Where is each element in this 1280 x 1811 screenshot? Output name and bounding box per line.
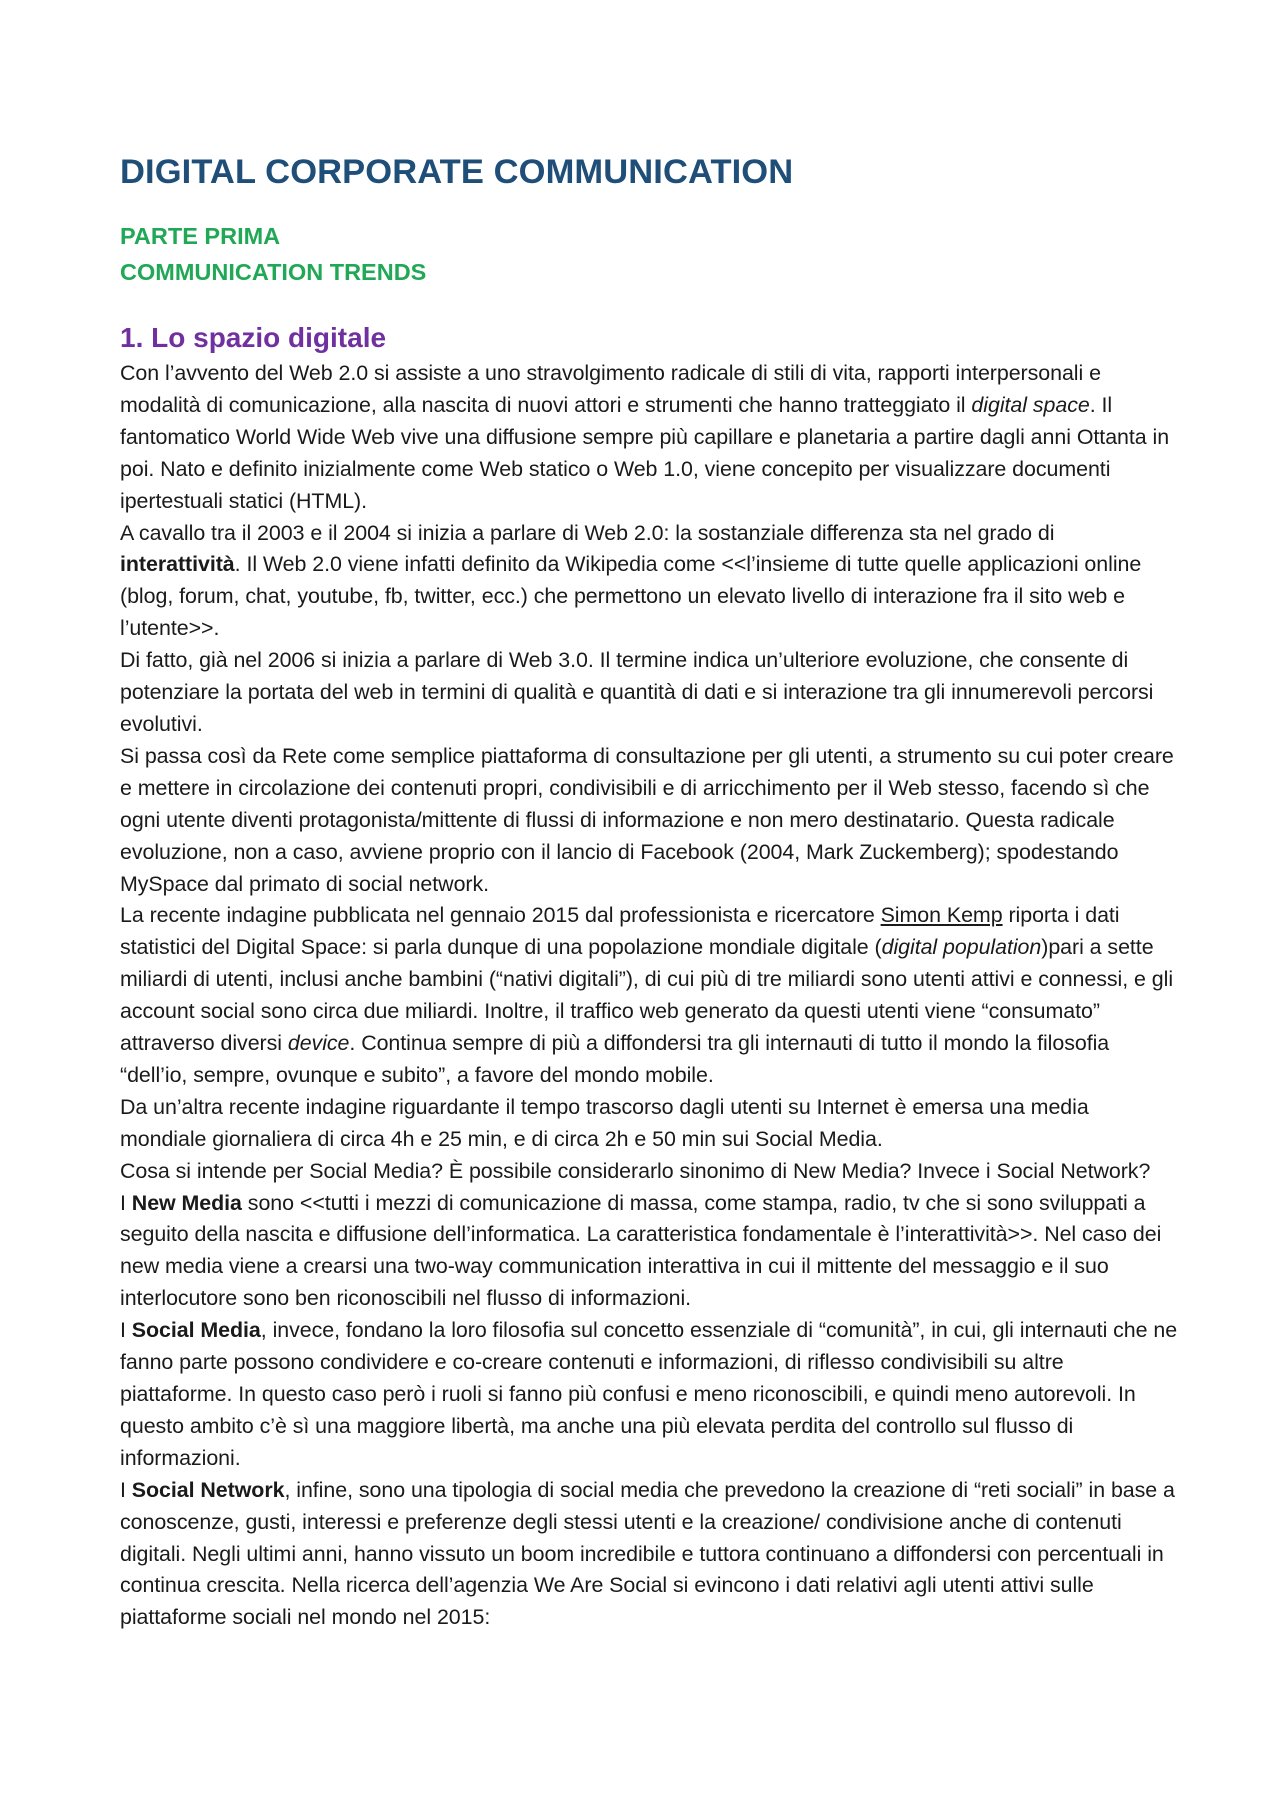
text-run: I	[120, 1318, 132, 1343]
body-text	[120, 358, 1180, 1634]
paragraph-social-network	[120, 1475, 1180, 1635]
document-page	[120, 148, 1180, 1634]
section-title: 1. Lo spazio digitale	[120, 322, 387, 353]
bold-new-media: New Media	[131, 1190, 242, 1215]
paragraph-digital-space-data	[120, 900, 1180, 1091]
emphasis-digital-population: digital population	[881, 935, 1042, 960]
paragraph-tempo-internet: Da un’altra recente indagine riguardante il tempo trascorso dagli utenti su Internet è emersa una media mondiale giornaliera di circa 4h e 25 min, e di circa 2h e 50 min sui Social Media.	[120, 1094, 1089, 1151]
bold-social-network: Social Network	[131, 1477, 285, 1502]
text-run: I	[120, 1477, 132, 1502]
paragraph-new-media	[120, 1188, 1180, 1316]
paragraph-web-2-0	[120, 358, 1180, 518]
text-run: , invece, fondano la loro filosofia sul concetto essenziale di “comunità”, in cui, gli internauti che ne fanno parte possono condividere e co-creare contenuti e informazioni, di riflesso condivisibili su altre piattaforme. In questo caso però i ruoli si fanno più confusi e meno riconoscibili, e quindi meno autorevoli. In questo ambito c’è sì una maggiore libertà, ma anche una più elevata perdita del controllo sul flusso di informazioni.	[120, 1318, 1178, 1470]
link-simon-kemp[interactable]: Simon Kemp	[880, 903, 1003, 928]
part-label: PARTE PRIMA	[120, 223, 281, 249]
text-run: sono <<tutti i mezzi di comunicazione di massa, come stampa, radio, tv che si sono sviluppati a seguito della nascita e diffusione dell’informatica. La caratteristica fondamentale è l’interattività>>. Nel caso dei new media viene a crearsi una two-way communication interattiva in cui il mittente del messaggio e il suo interlocutore sono ben riconoscibili nel flusso di informazioni.	[120, 1190, 1162, 1311]
bold-social-media: Social Media	[131, 1318, 261, 1343]
part-subtitle: COMMUNICATION TRENDS	[120, 259, 427, 285]
text-run: riporta i dati statistici del Digital Space: si parla dunque di una popolazione mondiale digitale (	[120, 903, 1120, 960]
text-run: . Il fantomatico World Wide Web vive una diffusione sempre più capillare e planetaria a partire dagli anni Ottanta in poi. Nato e definito inizialmente come Web statico o Web 1.0, viene concepito per visualizzare documenti ipertestuali statici (HTML).	[120, 392, 1170, 513]
paragraph-domanda-social-media: Cosa si intende per Social Media? È possibile considerarlo sinonimo di New Media? Invece i Social Network?	[120, 1158, 1151, 1183]
bold-interattivita: interattività	[120, 552, 235, 577]
emphasis-device: device	[287, 1031, 350, 1056]
text-run: Con l’avvento del Web 2.0 si assiste a uno stravolgimento radicale di stili di vita, rapporti interpersonali e modalità di comunicazione, alla nascita di nuovi attori e strumenti che hanno tratteggiato il	[120, 361, 1101, 417]
paragraph-interattivita	[120, 518, 1180, 646]
text-run: , infine, sono una tipologia di social media che prevedono la creazione di “reti sociali” in base a conoscenze, gusti, interessi e preferenze degli stessi utenti e la creazione/ condivisione anche di contenuti digitali. Negli ultimi anni, hanno vissuto un boom incredibile e tuttora continuano a diffondersi con percentuali in continua crescita. Nella ricerca dell’agenzia We Are Social si evincono i dati relativi agli utenti attivi sulle piattaforme sociali nel mondo nel 2015:	[120, 1477, 1175, 1630]
paragraph-social-media	[120, 1315, 1180, 1475]
text-run: I	[120, 1190, 132, 1215]
paragraph-rete: Si passa così da Rete come semplice piattaforma di consultazione per gli utenti, a strumento su cui poter creare e mettere in circolazione dei contenuti propri, condivisibili e di arricchimento per il Web stesso, facendo sì che ogni utente diventi protagonista/mittente di flussi di informazione e non mero destinatario. Questa radicale evoluzione, non a caso, avviene proprio con il lancio di Facebook (2004, Mark Zuckemberg); spodestando MySpace dal primato di social network.	[120, 743, 1174, 896]
text-run: La recente indagine pubblicata nel gennaio 2015 dal professionista e ricercatore	[120, 903, 881, 928]
part-heading	[120, 218, 1180, 290]
emphasis-digital-space: digital space	[971, 392, 1090, 417]
paragraph-web-3-0: Di fatto, già nel 2006 si inizia a parlare di Web 3.0. Il termine indica un’ulteriore evoluzione, che consente di potenziare la portata del web in termini di qualità e quantità di dati e si interazione tra gli innumerevoli percorsi evolutivi.	[120, 648, 1154, 736]
text-run: . Continua sempre di più a diffondersi tra gli internauti di tutto il mondo la filosofia “dell’io, sempre, ovunque e subito”, a favore del mondo mobile.	[120, 1031, 1110, 1087]
document-title: DIGITAL CORPORATE COMMUNICATION	[120, 153, 794, 191]
text-run: . Il Web 2.0 viene infatti definito da Wikipedia come <<l’insieme di tutte quelle applicazioni online (blog, forum, chat, youtube, fb, twitter, ecc.) che permettono un elevato livello di interazione fra il sito web e l’utente>>.	[120, 552, 1142, 641]
text-run: A cavallo tra il 2003 e il 2004 si inizia a parlare di Web 2.0: la sostanziale differenza sta nel grado di	[120, 520, 1055, 545]
text-run: )pari a sette miliardi di utenti, inclusi anche bambini (“nativi digitali”), di cui più di tre miliardi sono utenti attivi e connessi, e gli account social sono circa due miliardi. Inoltre, il traffico web generato da questi utenti viene “consumato” attraverso diversi	[120, 935, 1174, 1056]
